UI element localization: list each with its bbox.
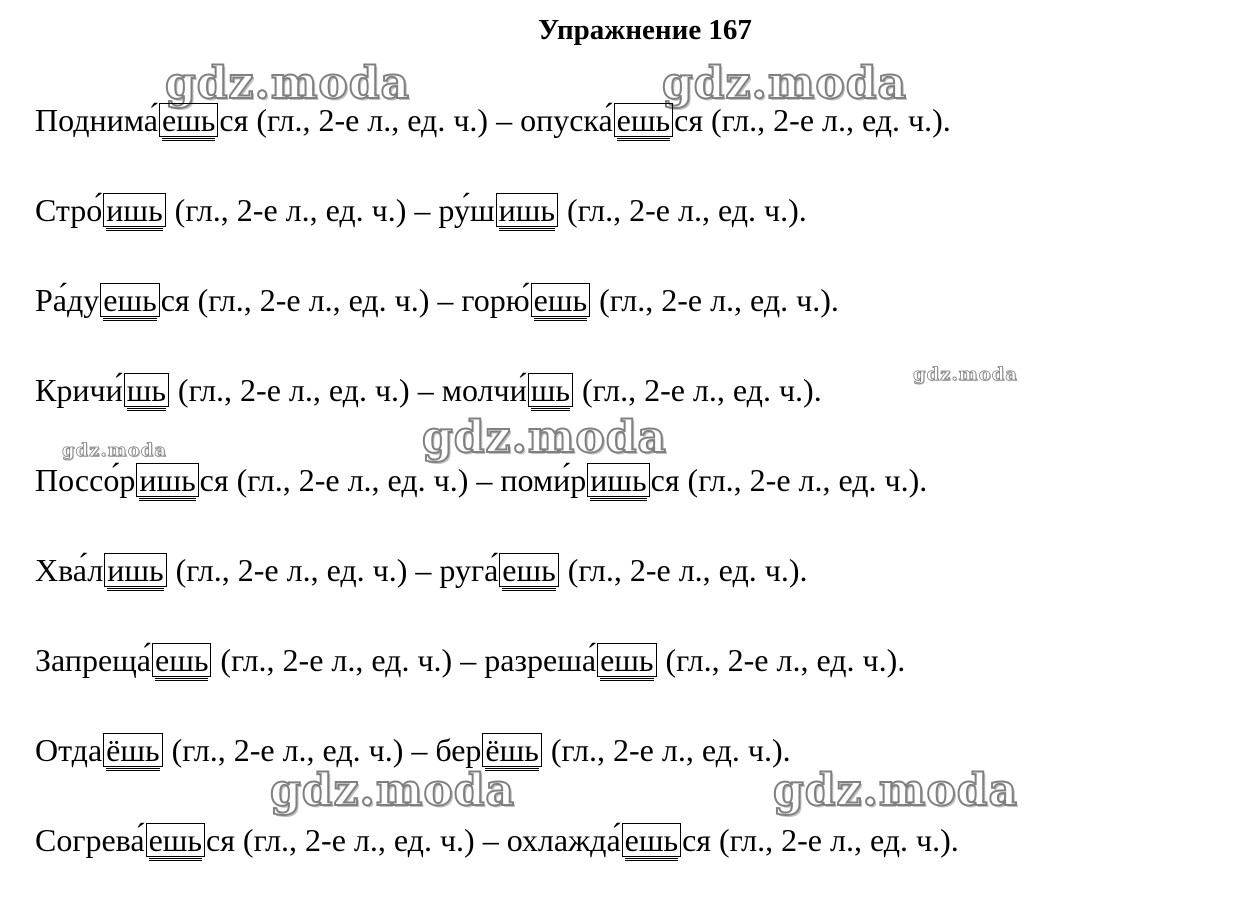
ending-text: ишь <box>590 462 646 501</box>
ending-box <box>103 733 162 767</box>
verb-stem: Поссо́р <box>35 462 136 498</box>
verb-postfix: ся <box>206 822 235 858</box>
watermark-logo: gdz.moda <box>662 58 908 109</box>
watermark-logo: gdz.moda <box>270 765 516 816</box>
verb-pair-line <box>35 370 822 410</box>
watermark-logo: gdz.moda <box>773 765 1019 816</box>
ending-text: ешь <box>600 642 653 681</box>
ending-box <box>146 823 205 857</box>
ending-text: ёшь <box>485 732 538 771</box>
verb-stem: Отда <box>35 732 103 768</box>
verb-stem: бер <box>435 732 482 768</box>
verb-pair-line <box>35 280 839 320</box>
ending-text: ишь <box>106 192 162 231</box>
grammar-note: (гл., 2-е л., ед. ч.) – <box>228 462 501 498</box>
grammar-note: (гл., 2-е л., ед. ч.) – <box>169 372 442 408</box>
grammar-note: (гл., 2-е л., ед. ч.) – <box>163 732 436 768</box>
ending-box <box>124 373 169 407</box>
verb-stem: руга́ <box>439 552 499 588</box>
watermark-logo: gdz.moda <box>913 364 1018 385</box>
ending-text: ёшь <box>106 732 159 771</box>
grammar-note: (гл., 2-е л., ед. ч.) – <box>234 822 507 858</box>
ending-box <box>496 193 558 227</box>
verb-postfix: ся <box>199 462 229 498</box>
verb-stem: опуска́ <box>520 102 613 138</box>
verb-stem: Хва́л <box>35 552 104 588</box>
watermark-logo: gdz.moda <box>62 440 167 461</box>
ending-text: ешь <box>103 282 156 321</box>
verb-postfix: ся <box>650 462 680 498</box>
grammar-note: (гл., 2-е л., ед. ч.). <box>559 192 807 228</box>
verb-postfix: ся <box>219 102 249 138</box>
ending-text: ишь <box>139 462 195 501</box>
ending-box <box>528 373 573 407</box>
verb-stem: Запреща́ <box>35 642 151 678</box>
ending-text: ешь <box>155 642 208 681</box>
verb-pair-line <box>35 640 905 680</box>
verb-stem: Согрева́ <box>35 822 145 858</box>
verb-stem: молчи́ <box>441 372 527 408</box>
ending-text: ешь <box>149 822 202 861</box>
ending-box <box>499 553 558 587</box>
ending-box <box>622 823 681 857</box>
verb-stem: ру́ш <box>438 192 495 228</box>
verb-pair-line <box>35 460 927 500</box>
verb-stem: разреша́ <box>484 642 597 678</box>
exercise-title: Упражнение 167 <box>538 14 752 46</box>
verb-pair-line <box>35 100 951 140</box>
ending-text: ешь <box>162 102 215 141</box>
ending-box <box>531 283 590 317</box>
grammar-note: (гл., 2-е л., ед. ч.). <box>573 372 822 408</box>
grammar-note: (гл., 2-е л., ед. ч.) – <box>212 642 485 678</box>
verb-pair-line <box>35 730 791 770</box>
grammar-note: (гл., 2-е л., ед. ч.) – <box>167 552 440 588</box>
grammar-note: (гл., 2-е л., ед. ч.). <box>703 102 951 138</box>
verb-stem: горю́ <box>461 282 530 318</box>
grammar-note: (гл., 2-е л., ед. ч.). <box>679 462 928 498</box>
verb-pair-line <box>35 550 807 590</box>
ending-box <box>104 553 166 587</box>
grammar-note: (гл., 2-е л., ед. ч.). <box>657 642 906 678</box>
verb-stem: охлажда́ <box>506 822 621 858</box>
ending-text: шь <box>531 372 570 411</box>
verb-postfix: ся <box>682 822 712 858</box>
grammar-note: (гл., 2-е л., ед. ч.). <box>559 552 808 588</box>
verb-postfix: ся <box>160 282 190 318</box>
ending-text: ишь <box>499 192 555 231</box>
ending-box <box>159 103 218 137</box>
verb-pair-line <box>35 820 959 860</box>
ending-box <box>100 283 159 317</box>
ending-text: ешь <box>502 552 555 591</box>
grammar-note: (гл., 2-е л., ед. ч.). <box>591 282 839 318</box>
ending-text: ешь <box>617 102 670 141</box>
ending-box <box>587 463 649 497</box>
ending-box <box>136 463 198 497</box>
grammar-note: (гл., 2-е л., ед. ч.) – <box>248 102 521 138</box>
watermark-logo: gdz.moda <box>165 58 411 109</box>
ending-box <box>152 643 211 677</box>
verb-stem: Ра́ду <box>35 282 100 318</box>
verb-stem: поми́р <box>500 462 587 498</box>
verb-stem: Поднима́ <box>35 102 158 138</box>
ending-box <box>614 103 673 137</box>
ending-box <box>482 733 541 767</box>
grammar-note: (гл., 2-е л., ед. ч.) – <box>166 192 439 228</box>
verb-stem: Кричи́ <box>35 372 123 408</box>
grammar-note: (гл., 2-е л., ед. ч.) – <box>189 282 462 318</box>
ending-text: шь <box>127 372 166 411</box>
ending-box <box>103 193 165 227</box>
watermark-logo: gdz.moda <box>422 412 668 463</box>
verb-stem: Стро́ <box>35 192 103 228</box>
verb-postfix: ся <box>674 102 704 138</box>
ending-text: ешь <box>534 282 587 321</box>
grammar-note: (гл., 2-е л., ед. ч.). <box>711 822 959 858</box>
grammar-note: (гл., 2-е л., ед. ч.). <box>542 732 791 768</box>
verb-pair-line <box>35 190 807 230</box>
ending-text: ешь <box>625 822 678 861</box>
ending-box <box>597 643 656 677</box>
ending-text: ишь <box>107 552 163 591</box>
